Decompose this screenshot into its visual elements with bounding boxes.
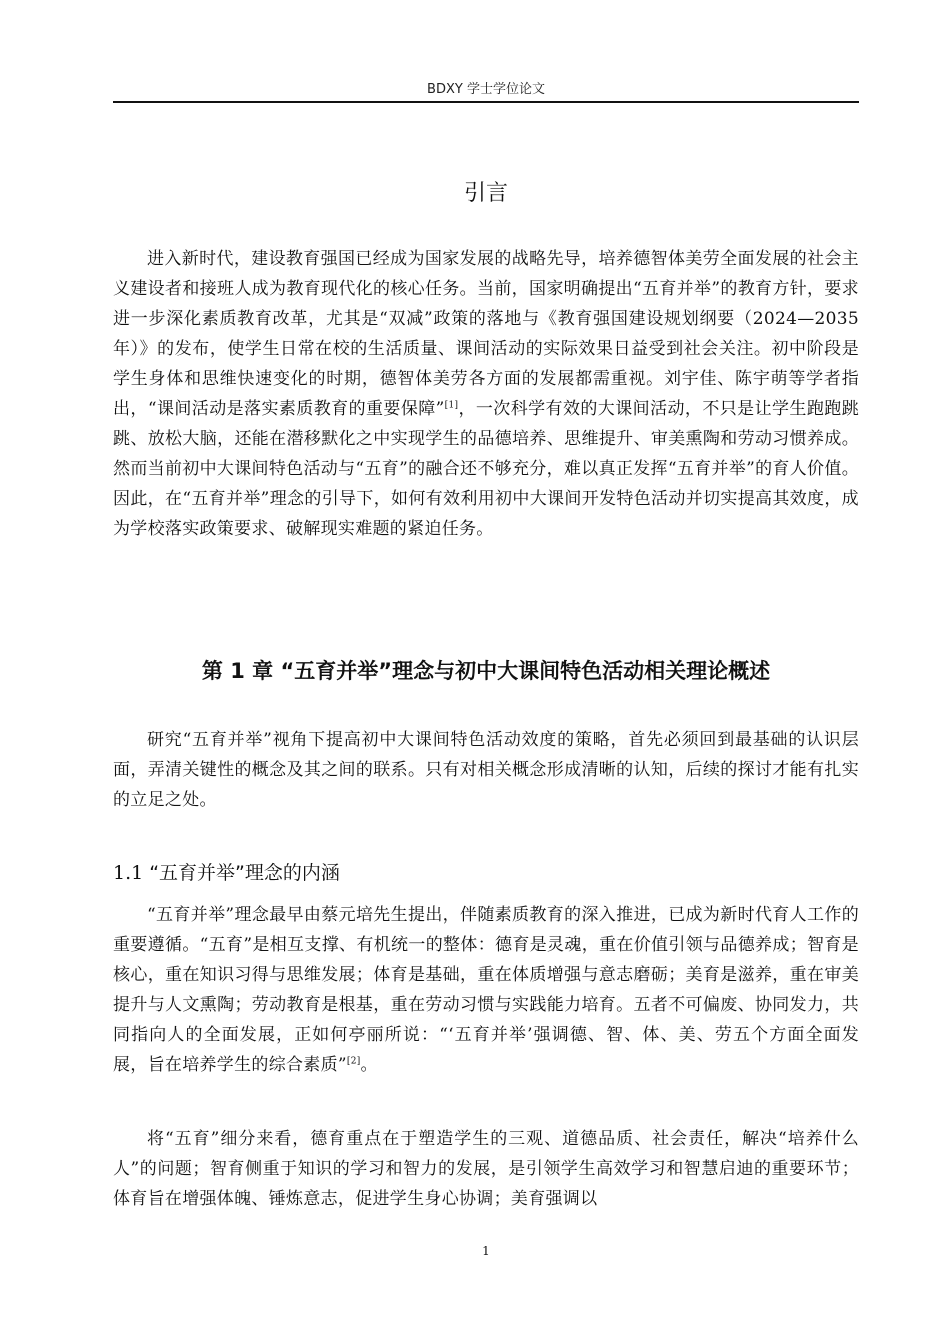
section-p1-text-a: “五育并举”理念最早由蔡元培先生提出，伴随素质教育的深入推进，已成为新时代育人工作的重要遵循。“五育”是相互支撑、有机统一的整体：德育是灵魂，重在价值引领与品德养成；智育是核心，重在知识习得与思维发展；体育是基础，重在体质增强与意志磨砺；美育是滋养，重在审美提升与人文熏陶；劳动教育是根基，重在劳动习惯与实践能力培育。五者不可偏废、协同发力，共同指向人的全面发展，正如何亭丽所说：“‘五育并举’强调德、智、体、美、劳五个方面全面发展，旨在培养学生的综合素质” [113,905,859,1075]
section-p1-text-b: 。 [360,1055,378,1075]
section-paragraph-2: 将“五育”细分来看，德育重点在于塑造学生的三观、道德品质、社会责任，解决“培养什么人”的问题；智育侧重于知识的学习和智力的发展，是引领学生高效学习和智慧启迪的重要环节；体育旨在增强体魄、锤炼意志，促进学生身心协调；美育强调以 [113,1129,859,1209]
chapter-heading: 第 1 章 “五育并举”理念与初中大课间特色活动相关理论概述 [201,659,771,683]
section-heading [113,858,340,885]
section-number: 1.1 [113,862,144,884]
header-rule [113,101,859,103]
intro-paragraph [113,244,859,544]
page-title: 引言 [463,181,508,206]
section-title: “五育并举”理念的内涵 [149,862,340,884]
chapter-intro-paragraph: 研究“五育并举”视角下提高初中大课间特色活动效度的策略，首先必须回到最基础的认识层面，弄清关键性的概念及其之间的联系。只有对相关概念形成清晰的认知，后续的探讨才能有扎实的立足之处。 [113,730,859,810]
citation-1[interactable]: [1] [444,400,459,411]
intro-text-b: ，一次科学有效的大课间活动，不只是让学生跑跑跳跳、放松大脑，还能在潜移默化之中实现学生的品德培养、思维提升、审美熏陶和劳动习惯养成。然而当前初中大课间特色活动与“五育”的融合还不够充分，难以真正发挥“五育并举”的育人价值。因此，在“五育并举”理念的引导下，如何有效利用初中大课间开发特色活动并切实提高其效度，成为学校落实政策要求、破解现实难题的紧迫任务。 [113,399,859,539]
running-header: BDXY 学士学位论文 [427,82,545,97]
section-paragraph-1 [113,900,859,1080]
citation-2[interactable]: [2] [346,1056,361,1067]
intro-text-a: 进入新时代，建设教育强国已经成为国家发展的战略先导，培养德智体美劳全面发展的社会主义建设者和接班人成为教育现代化的核心任务。当前，国家明确提出“五育并举”的教育方针，要求进一步深化素质教育改革，尤其是“双减”政策的落地与《教育强国建设规划纲要（2024—2035年）》的发布，使学生日常在校的生活质量、课间活动的实际效果日益受到社会关注。初中阶段是学生身体和思维快速变化的时期，德智体美劳各方面的发展都需重视。刘宇佳、陈宇萌等学者指出，“课间活动是落实素质教育的重要保障” [113,249,859,419]
page-number: 1 [482,1244,490,1258]
